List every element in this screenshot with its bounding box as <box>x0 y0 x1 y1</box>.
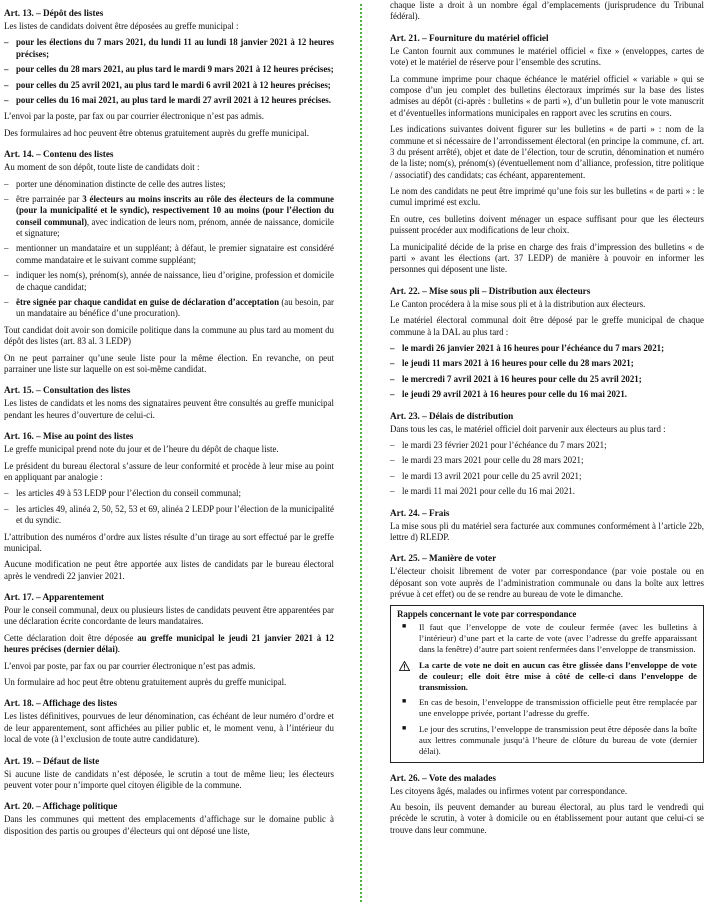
article-15-title: Art. 15. – Consultation des listes <box>4 385 131 396</box>
article-23-paragraph: Dans tous les cas, le matériel officiel doit parvenir aux électeurs au plus tard : <box>390 423 666 434</box>
article-23-title: Art. 23. – Délais de distribution <box>390 410 514 421</box>
bullet-square-icon: ■ <box>402 622 407 631</box>
article-20-continuation: chaque liste a droit à un nombre égal d’emplacements (jurisprudence du Tribunal fédéral). <box>390 0 704 22</box>
list-item: – le mardi 23 mars 2021 pour celle du 28 mars 2021; <box>390 455 584 466</box>
list-item: – le jeudi 29 avril 2021 à 16 heures pour celle du 16 mai 2021. <box>390 389 627 400</box>
article-19-paragraph: Si aucune liste de candidats n’est déposée, le scrutin a tout de même lieu; les électeurs peuvent voter pour n’importe quel citoyen éligible de la commune. <box>4 768 334 790</box>
article-22-title: Art. 22. – Mise sous pli – Distribution aux électeurs <box>390 285 591 296</box>
article-21-paragraph: La municipalité décide de la prise en charge des frais d’impression des bulletins « de parti » avant les élections (art. 37 LEDP) de manière à pouvoir en informer les personnes qui déposent une liste. <box>390 241 704 275</box>
article-14-paragraph: On ne peut parrainer qu’une seule liste pour la même élection. En revanche, on peut parrainer une liste sur laquelle on est soi-même candidat. <box>4 352 334 374</box>
reminder-item: ■ Le jour des scrutins, l’enveloppe de transmission peut être déposée dans la boîte aux lettres communale jusqu’à l’heure de clôture du bureau de vote (dernier délai). <box>402 724 697 756</box>
article-16-rules <box>4 488 334 526</box>
reminder-box-title: Rappels concernant le vote par correspondance <box>397 609 577 620</box>
list-item: – être signée par chaque candidat en guise de déclaration d’acceptation (au besoin, par un mandataire au bénéfice d’une procuration). <box>4 297 334 319</box>
article-16-paragraph: Le greffe municipal prend note du jour et de l’heure du dépôt de chaque liste. <box>4 444 279 455</box>
warning-icon <box>399 661 410 671</box>
column-divider <box>360 4 362 902</box>
article-21-paragraph: La commune imprime pour chaque échéance le matériel officiel « variable » qui se compose d’un jeu complet des bulletins électoraux imprimés sur la base des listes admises au dépôt (ci-après : bulletins « de parti »), d’un bulletin pour le vote manuscrit et d’éventuelles informations municipales en rapport avec les scrutins en cours. <box>390 73 704 118</box>
list-item: – être parrainée par 3 électeurs au moins inscrits au rôle des électeurs de la commune (pour la municipalité et le syndic), respectivement 10 au moins (pour l’élection du conseil communal), avec indication de leurs nom, prénom, année de naissance, domicile et signature; <box>4 193 335 239</box>
article-26-title: Art. 26. – Vote des malades <box>390 772 496 783</box>
article-15-paragraph: Les listes de candidats et les noms des signataires peuvent être consultés au greffe municipal pendant les heures d’ouverture de celui-ci. <box>4 398 334 420</box>
list-item: – pour les élections du 7 mars 2021, du lundi 11 au lundi 18 janvier 2021 à 12 heures précises; <box>4 37 334 59</box>
article-14-paragraph: Tout candidat doit avoir son domicile politique dans la commune au plus tard au moment du dépôt des listes (art. 83 al. 3 LEDP) <box>4 324 334 347</box>
list-item: – mentionner un mandataire et un suppléant; à défaut, le premier signataire est considéré comme mandataire et le suivant comme suppléant; <box>4 243 334 265</box>
article-21-paragraph: Les indications suivantes doivent figurer sur les bulletins « de parti » : nom de la commune et si nécessaire de l’arrondissement électoral (en principe la commune, cf. art. 3 du présent arrêté), objet et date de l’élection, tour de scrutin, dénomination et numéro de la liste; nom(s), prénom(s) (éventuellement nom d’alliance, profession, titre politique / associatif) des candidats; cas échéant, apparentement. <box>390 124 704 180</box>
article-13-paragraph: L’envoi par la poste, par fax ou par courrier électronique n’est pas admis. <box>4 111 264 122</box>
left-column <box>4 0 334 842</box>
article-24-paragraph: La mise sous pli du matériel sera facturée aux communes conformément à l’article 22b, lettre d) RLEDP. <box>390 520 704 542</box>
article-21-paragraph: Le nom des candidats ne peut être imprimé qu’une fois sur les bulletins « de parti » : le cumul imprimé est exclu. <box>390 186 704 208</box>
bullet-square-icon: ■ <box>402 724 407 733</box>
list-item: – le jeudi 11 mars 2021 à 16 heures pour celle du 28 mars 2021; <box>390 358 634 369</box>
reminder-item: ■ En cas de besoin, l’enveloppe de transmission officielle peut être remplacée par une enveloppe privée, portant l’adresse du greffe. <box>402 697 697 719</box>
article-24-title: Art. 24. – Frais <box>390 507 450 518</box>
list-item: – le mardi 13 avril 2021 pour celle du 25 avril 2021; <box>390 470 582 481</box>
article-26-paragraph: Les citoyens âgés, malades ou infirmes votent par correspondance. <box>390 785 628 796</box>
article-14-title: Art. 14. – Contenu des listes <box>4 149 114 160</box>
article-21-paragraph: Le Canton fournit aux communes le matériel officiel « fixe » (enveloppes, cartes de vote) et le matériel de réserve pour l’ensemble des scrutins. <box>390 45 704 68</box>
article-22-paragraph: Le matériel électoral communal doit être déposé par le greffe municipal de chaque commune à la DAL au plus tard : <box>390 315 704 337</box>
article-17-paragraph: L’envoi par poste, par fax ou par courrier électronique n’est pas admis. <box>4 660 256 671</box>
article-19-title: Art. 19. – Défaut de liste <box>4 755 100 766</box>
reminder-warning: La carte de vote ne doit en aucun cas être glissée dans l’enveloppe de vote de couleur; elle doit être mise à côté de celle-ci dans l’enveloppe de transmission. <box>397 660 697 692</box>
list-item: – les articles 49 à 53 LEDP pour l’élection du conseil communal; <box>4 488 241 499</box>
article-17-title: Art. 17. – Apparentement <box>4 592 105 603</box>
article-18-paragraph: Les listes définitives, pourvues de leur dénomination, cas échéant de leur numéro d’ordre et de leur apparentement, sont affichées au pilier public et, le moment venu, à l’intérieur du local de vote (à l’exclusion de toute autre candidature). <box>4 711 334 745</box>
article-13-paragraph: Des formulaires ad hoc peuvent être obtenus gratuitement auprès du greffe municipal. <box>4 127 309 138</box>
article-16-paragraph: L’attribution des numéros d’ordre aux listes résulte d’un tirage au sort effectué par le greffe municipal. <box>4 531 334 553</box>
article-13-intro: Les listes de candidats doivent être déposées au greffe municipal : <box>4 21 239 31</box>
right-column <box>390 0 704 841</box>
list-item: – les articles 49, alinéa 2, 50, 52, 53 et 69, alinéa 2 LEDP pour l’élection de la municipalité et du syndic. <box>4 503 334 526</box>
list-item: – pour celles du 16 mai 2021, au plus tard le mardi 27 avril 2021 à 12 heures précises. <box>4 94 331 105</box>
list-item: – le mardi 26 janvier 2021 à 16 heures pour l’échéance du 7 mars 2021; <box>390 342 665 353</box>
list-item: – pour celles du 28 mars 2021, au plus tard le mardi 9 mars 2021 à 12 heures précises; <box>4 64 334 75</box>
article-22-paragraph: Le Canton procédera à la mise sous pli et à la distribution aux électeurs. <box>390 298 646 309</box>
article-18-title: Art. 18. – Affichage des listes <box>4 698 118 709</box>
article-17-paragraph: Pour le conseil communal, deux ou plusieurs listes de candidats peuvent être apparentées par une déclaration écrite concordante de leurs mandataires. <box>4 605 334 627</box>
article-22-deadlines <box>390 343 704 401</box>
article-16-title: Art. 16. – Mise au point des listes <box>4 431 134 442</box>
article-16-paragraph: Le président du bureau électoral s’assure de leur conformité et procède à leur mise au point en appliquant par analogie : <box>4 460 334 482</box>
article-17-paragraph: Un formulaire ad hoc peut être obtenu gratuitement auprès du greffe municipal. <box>4 677 287 688</box>
article-14-requirements <box>4 179 334 320</box>
reminder-item: ■ Il faut que l’enveloppe de vote de couleur fermée (avec les bulletins à l’intérieur) d’une part et la carte de vote (avec l’adresse du greffe apparaissant dans la fenêtre) d’autre part soient renfermées dans l’enveloppe de transmission. <box>402 622 697 655</box>
list-item: – indiquer les nom(s), prénom(s), année de naissance, lieu d’origine, profession et domicile de chaque candidat; <box>4 270 334 292</box>
article-20-title: Art. 20. – Affichage politique <box>4 801 118 812</box>
bullet-square-icon: ■ <box>402 697 407 706</box>
article-26-paragraph: Au besoin, ils peuvent demander au bureau électoral, au plus tard le vendredi qui précède le scrutin, à voter à domicile ou en établissement pour autant que celui-ci se trouve dans leur commune. <box>390 801 704 835</box>
article-21-paragraph: En outre, ces bulletins doivent ménager un espace suffisant pour que les électeurs puissent procéder aux modifications de leur choix. <box>390 213 704 236</box>
list-item: – porter une dénomination distincte de celle des autres listes; <box>4 178 226 189</box>
article-13-title: Art. 13. – Dépôt des listes <box>4 8 104 18</box>
article-25-title: Art. 25. – Manière de voter <box>390 553 497 564</box>
article-23-deadlines <box>390 440 704 498</box>
article-13-deadlines <box>4 37 334 106</box>
article-21-title: Art. 21. – Fourniture du matériel officiel <box>390 32 549 43</box>
reminder-box <box>390 605 704 762</box>
list-item: – le mardi 11 mai 2021 pour celle du 16 mai 2021. <box>390 486 575 497</box>
article-14-intro: Au moment de son dépôt, toute liste de candidats doit : <box>4 162 200 173</box>
list-item: – le mercredi 7 avril 2021 à 16 heures pour celle du 25 avril 2021; <box>390 373 642 384</box>
list-item: – pour celles du 25 avril 2021, au plus tard le mardi 6 avril 2021 à 12 heures précises; <box>4 79 331 90</box>
article-20-paragraph: Dans les communes qui mettent des emplacements d’affichage sur le domaine public à disposition des partis ou groupes d’électeurs qui ont déposé une liste, <box>4 814 334 836</box>
list-item: – le mardi 23 février 2021 pour l’échéance du 7 mars 2021; <box>390 439 607 450</box>
article-17-paragraph: Cette déclaration doit être déposée au greffe municipal le jeudi 21 janvier 2021 à 12 heures précises (dernier délai). <box>4 632 334 655</box>
article-16-paragraph: Aucune modification ne peut être apportée aux listes de candidats par le bureau électoral après le vendredi 22 janvier 2021. <box>4 559 334 581</box>
article-25-paragraph: L’électeur choisit librement de voter par correspondance (par voie postale ou en déposant son vote auprès de l’administration communale ou dans la boîte aux lettres prévue à cet effet) ou de se rendre au bureau de vote le dimanche. <box>390 566 704 600</box>
